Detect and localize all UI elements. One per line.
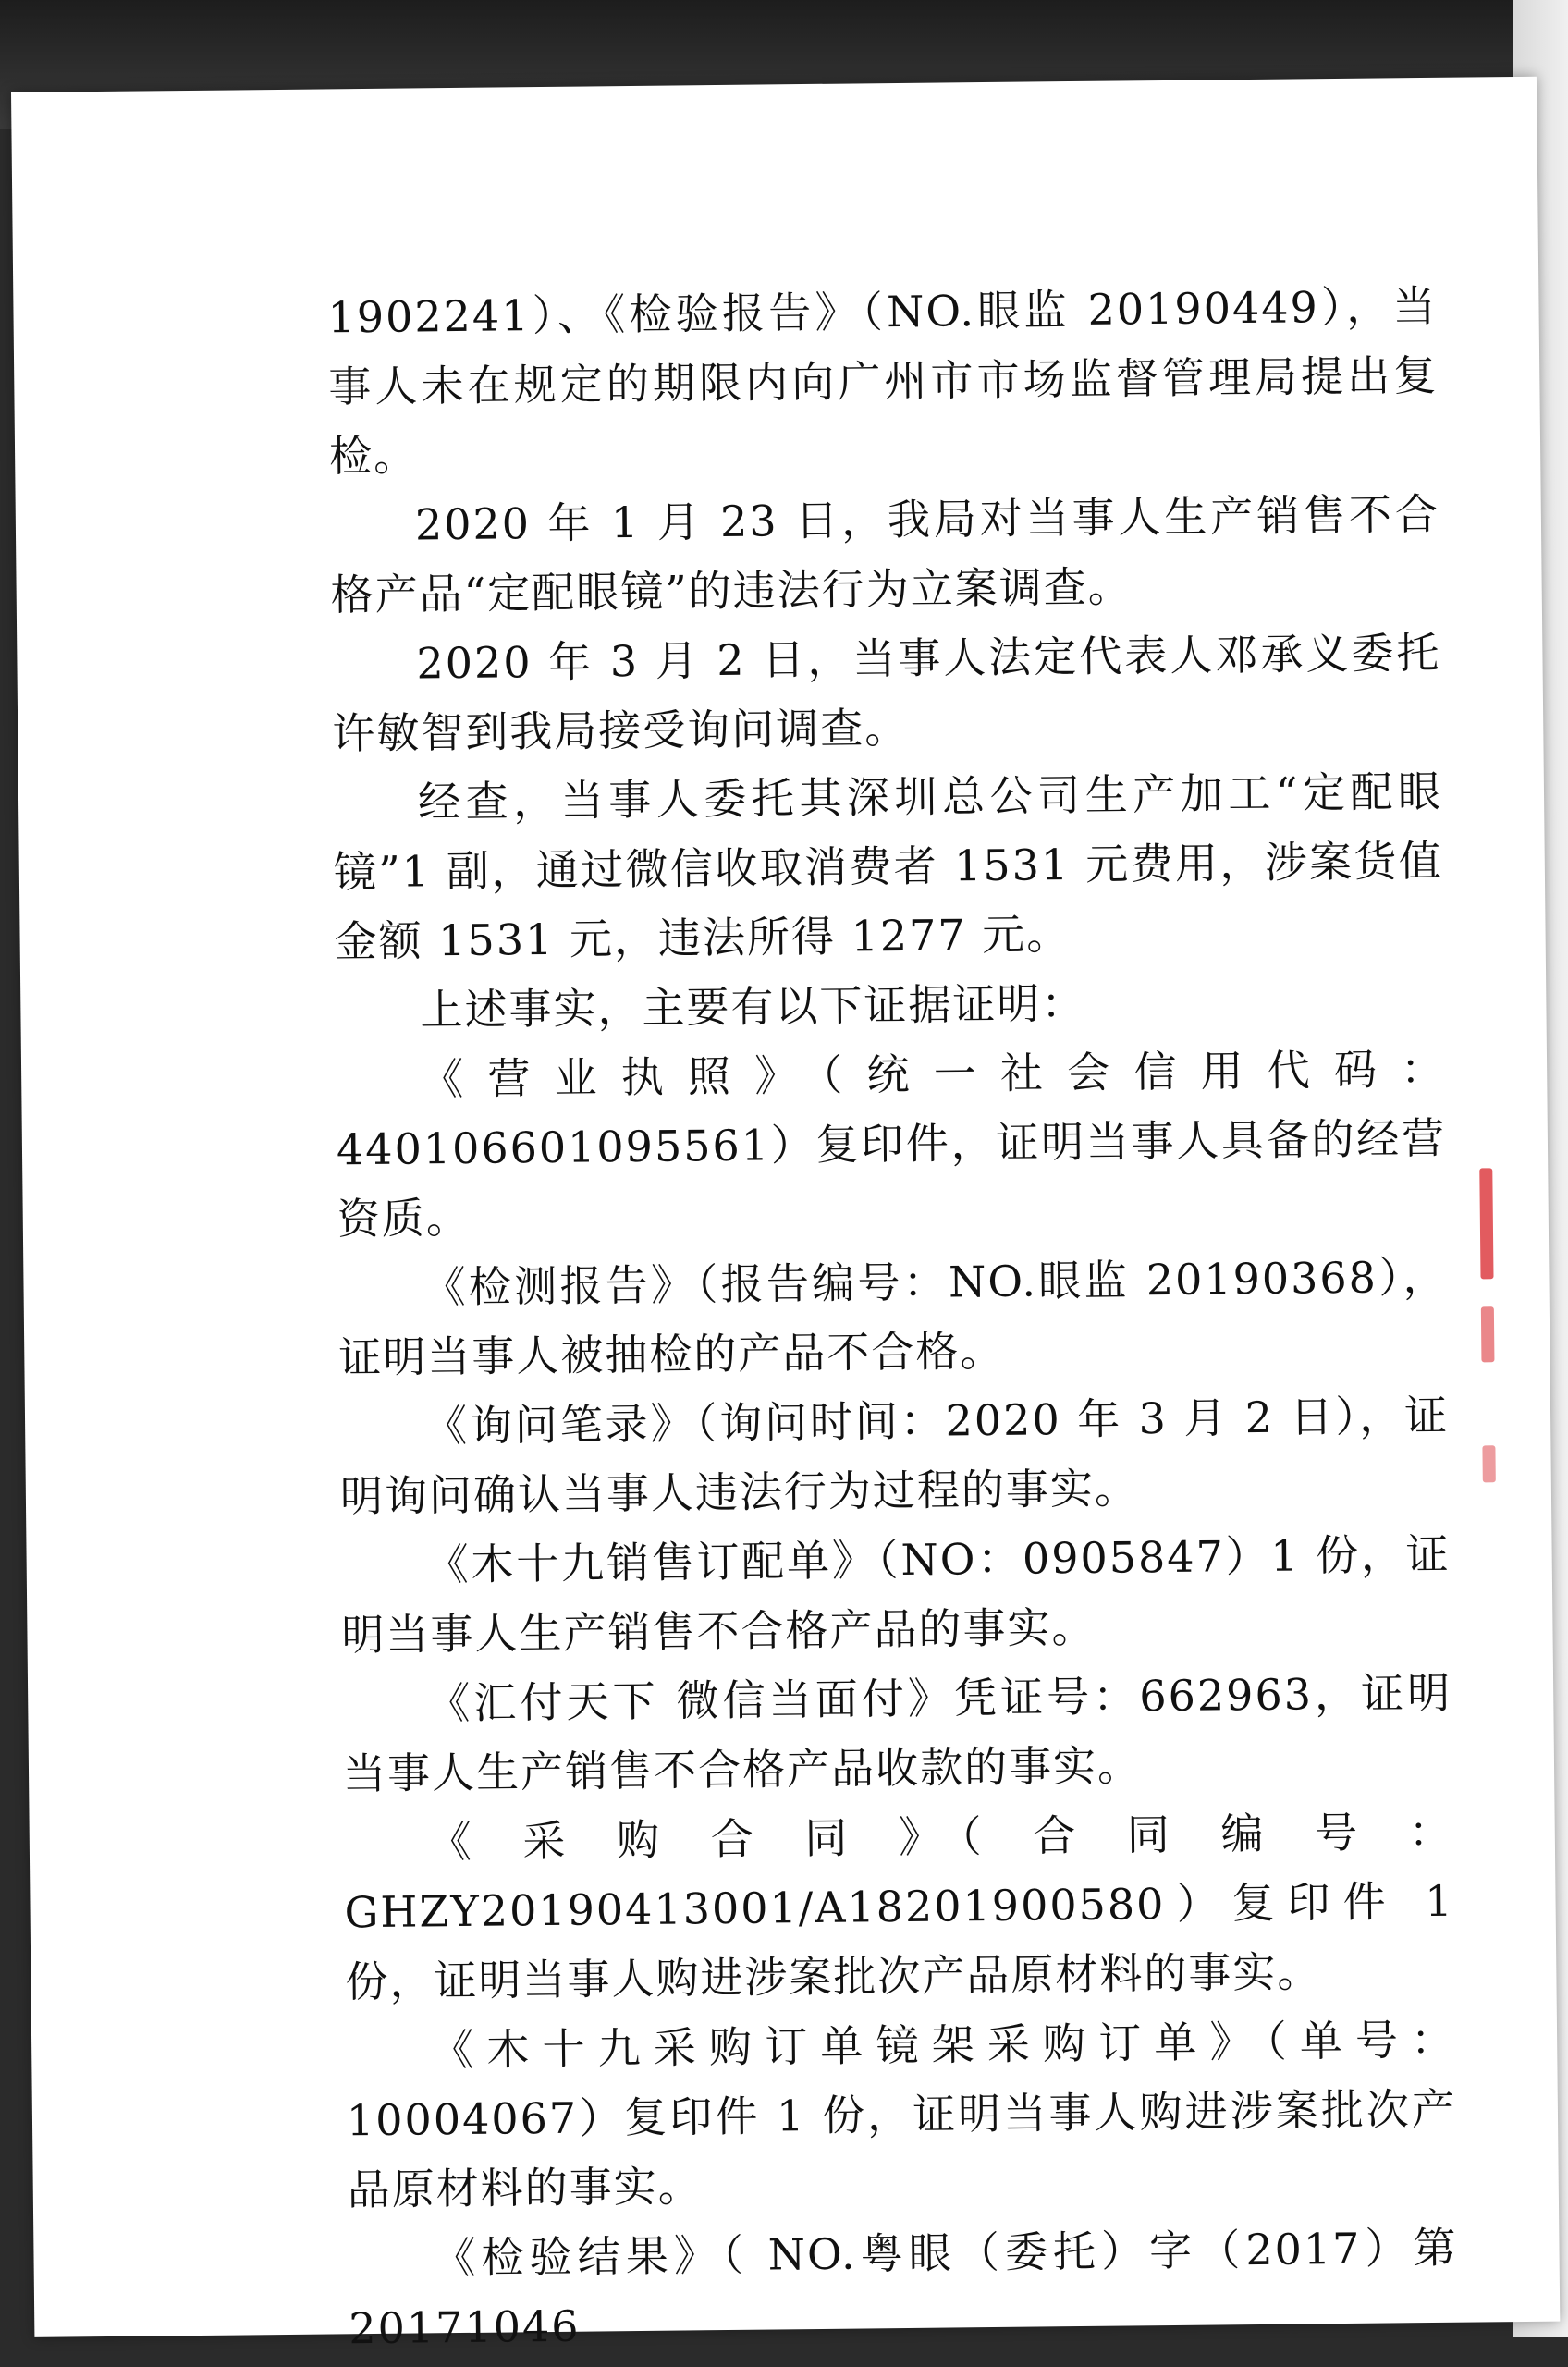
paragraph-case-filing: 2020 年 1 月 23 日，我局对当事人生产销售不合格产品“定配眼镜”的违法行为立案调查。 <box>330 488 1440 620</box>
red-seal-edge <box>1482 1445 1495 1482</box>
paragraph-evidence-inspection-result: 《检验结果》（ NO.粤眼（委托）字（2017）第 20171046 <box>349 2222 1458 2354</box>
red-seal-edge <box>1479 1168 1493 1279</box>
paragraph-evidence-inquiry-record: 《询问笔录》（询问时间：2020 年 3 月 2 日），证明询问确认当事人违法行为过程的事实。 <box>339 1390 1450 1522</box>
paragraph-inquiry: 2020 年 3 月 2 日，当事人法定代表人邓承义委托许敏智到我局接受询问调查。 <box>331 627 1441 759</box>
paragraph-evidence-test-report: 《检测报告》（报告编号：NO.眼监 20190368），证明当事人被抽检的产品不合格。 <box>338 1251 1448 1383</box>
paragraph-evidence-intro: 上述事实，主要有以下证据证明： <box>420 977 1086 1036</box>
paragraph-evidence-license: 《营业执照》（统一社会信用代码：440106601095561）复印件，证明当事人具备的经营资质。 <box>336 1043 1447 1245</box>
paragraph-evidence-purchase-order: 《木十九采购订单镜架采购订单》（单号：10004067）复印件 1 份，证明当事人购进涉案批次产品原材料的事实。 <box>346 2014 1457 2215</box>
paragraph-inspection-report: 1902241）、《检验报告》（NO.眼监 20190449），当事人未在规定的期限内向广州市市场监督管理局提出复检。 <box>327 280 1439 482</box>
paragraph-findings: 经查，当事人委托其深圳总公司生产加工“定配眼镜”1 副，通过微信收取消费者 1531 元费用，涉案货值金额 1531 元，违法所得 1277 元。 <box>333 766 1444 967</box>
paragraph-evidence-purchase-contract: 《 采 购 合 同 》（ 合 同 编 号 ：GHZY20190413001/A18201900580）复印件 1 份，证明当事人购进涉案批次产品原材料的事实。 <box>344 1806 1454 2007</box>
paragraph-evidence-payment: 《汇付天下 微信当面付》凭证号：662963，证明当事人生产销售不合格产品收款的事实。 <box>342 1667 1452 1799</box>
document-body <box>327 272 1458 2363</box>
document-page <box>11 77 1560 2354</box>
paragraph-evidence-sales-order: 《木十九销售订配单》（NO：0905847）1 份，证明当事人生产销售不合格产品的事实。 <box>341 1528 1451 1661</box>
red-seal-edge <box>1481 1306 1495 1362</box>
